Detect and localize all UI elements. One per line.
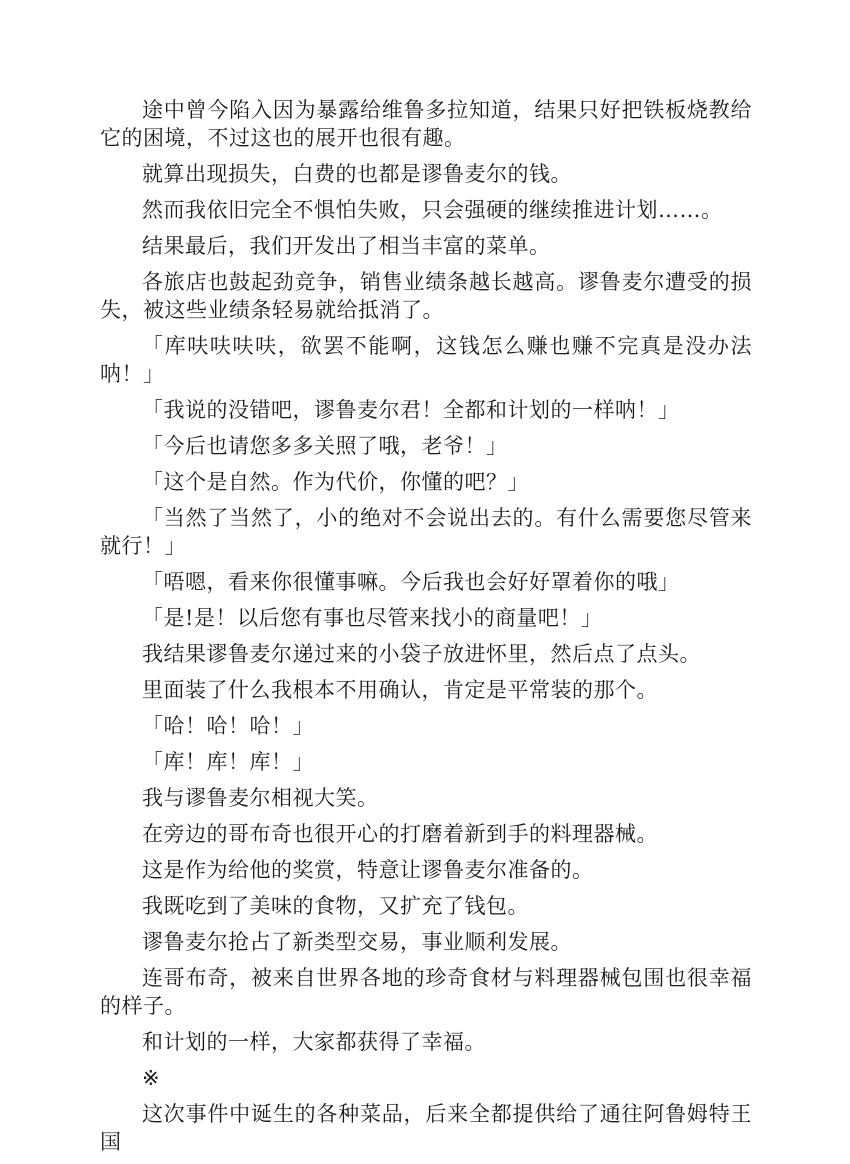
paragraph: 这是作为给他的奖赏，特意让谬鲁麦尔准备的。 (142, 858, 594, 882)
paragraph: 途中曾今陷入因为暴露给维鲁多拉知道，结果只好把铁板烧教给它的困境，不过这也的展开也很有趣。 (100, 98, 752, 150)
paragraph: 我结果谬鲁麦尔递过来的小袋子放进怀里，然后点了点头。 (142, 642, 701, 666)
dialogue-line: 「库！库！库！」 (142, 750, 314, 774)
document-page (100, 96, 752, 1164)
paragraph: 在旁边的哥布奇也很开心的打磨着新到手的料理器械。 (142, 822, 658, 846)
paragraph: 谬鲁麦尔抢占了新类型交易，事业顺利发展。 (142, 930, 572, 954)
paragraph: 就算出现损失，白费的也都是谬鲁麦尔的钱。 (142, 162, 572, 186)
dialogue-line: 「这个是自然。作为代价，你懂的吧？」 (142, 470, 529, 494)
section-break-mark: ※ (142, 1066, 161, 1090)
dialogue-line: 「是!是！以后您有事也尽管来找小的商量吧！」 (142, 606, 603, 630)
dialogue-line: 「库呋呋呋呋，欲罢不能啊，这钱怎么赚也赚不完真是没办法呐！」 (100, 334, 752, 386)
paragraph: 各旅店也鼓起劲竞争，销售业绩条越长越高。谬鲁麦尔遭受的损失，被这些业绩条轻易就给抵消了。 (100, 270, 752, 322)
paragraph: 结果最后，我们开发出了相当丰富的菜单。 (142, 234, 551, 258)
paragraph: 里面装了什么我根本不用确认，肯定是平常装的那个。 (142, 678, 658, 702)
paragraph: 和计划的一样，大家都获得了幸福。 (142, 1030, 486, 1054)
paragraph: 然而我依旧完全不惧怕失败，只会强硬的继续推进计划……。 (142, 198, 723, 222)
dialogue-line: 「今后也请您多多关照了哦，老爷！」 (142, 434, 508, 458)
paragraph: 我与谬鲁麦尔相视大笑。 (142, 786, 379, 810)
dialogue-line: 「哈！哈！哈！」 (142, 714, 314, 738)
dialogue-line: 「唔嗯，看来你很懂事嘛。今后我也会好好罩着你的哦」 (142, 570, 680, 594)
paragraph: 我既吃到了美味的食物，又扩充了钱包。 (142, 894, 529, 918)
dialogue-line: 「我说的没错吧，谬鲁麦尔君！全都和计划的一样呐！」 (142, 398, 680, 422)
dialogue-line: 「当然了当然了，小的绝对不会说出去的。有什么需要您尽管来就行！」 (100, 506, 752, 558)
paragraph: 连哥布奇，被来自世界各地的珍奇食材与料理器械包围也很幸福的样子。 (100, 966, 752, 1018)
paragraph: 这次事件中诞生的各种菜品，后来全都提供给了通往阿鲁姆特王国 (100, 1102, 752, 1154)
